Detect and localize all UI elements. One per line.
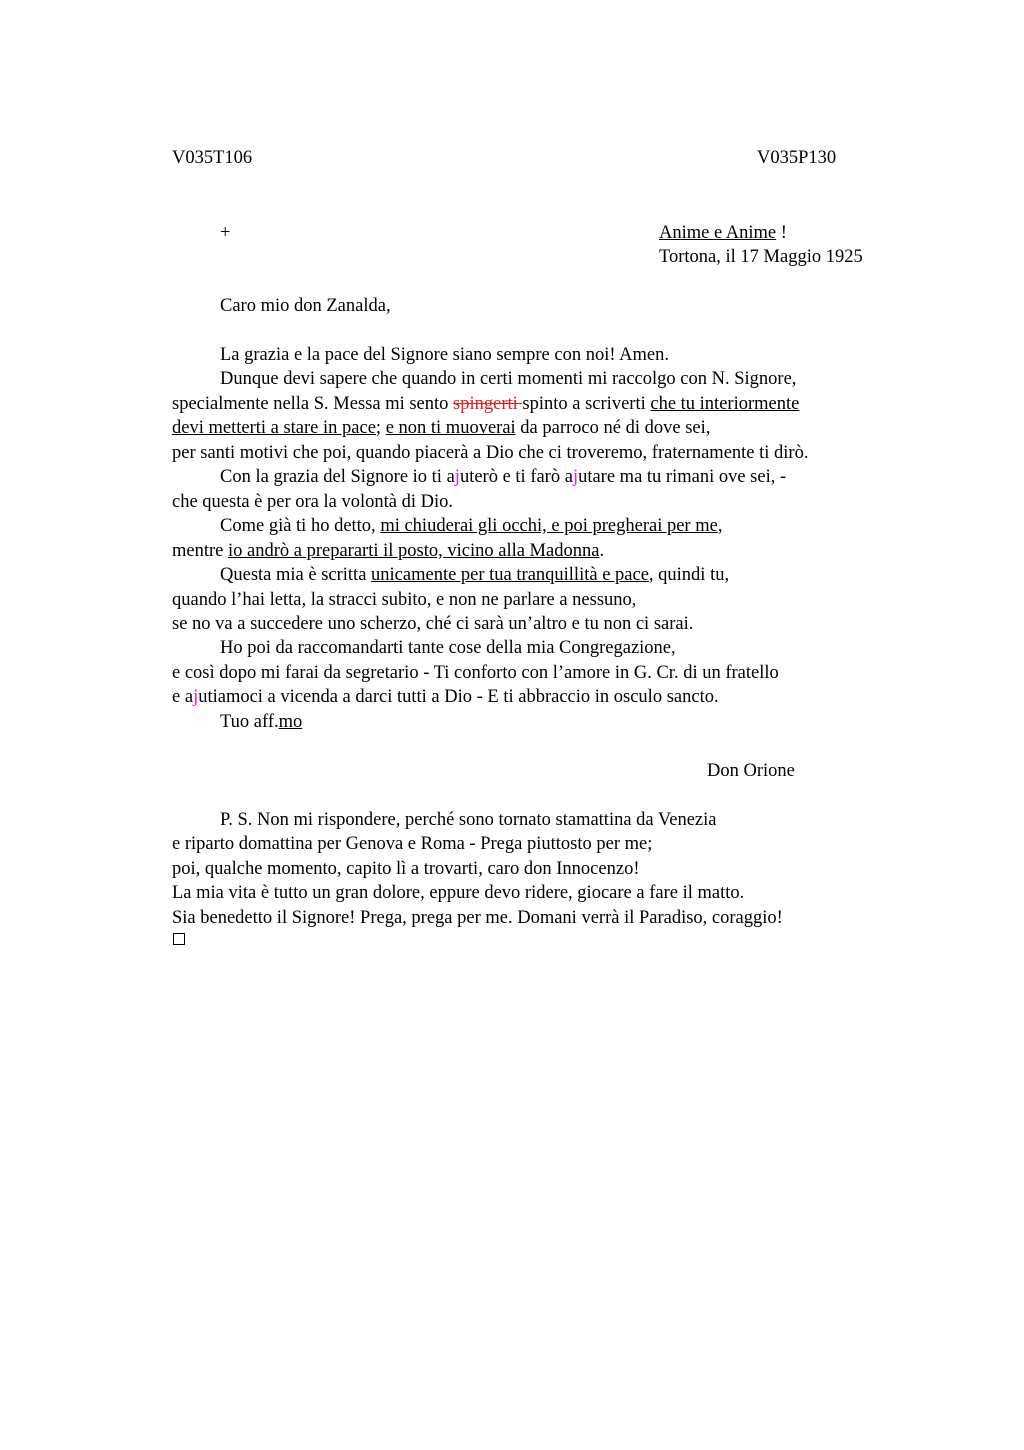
body-line-5: per santi motivi che poi, quando piacerà a Dio che ci troveremo, fraternamente ti dirò. (172, 443, 809, 463)
place-date: Tortona, il 17 Maggio 1925 (659, 247, 863, 267)
body-line-2: Dunque devi sapere che quando in certi momenti mi raccolgo con N. Signore, (220, 369, 797, 389)
highlighted-letter: j (572, 467, 579, 487)
motto (659, 221, 787, 245)
text-segment: , quindi tu, (648, 565, 730, 585)
text-segment: spinto a scriverti (522, 394, 651, 414)
text-segment: ; (375, 418, 386, 438)
salutation: Caro mio don Zanalda, (220, 296, 391, 316)
text-segment: Tuo aff. (220, 712, 279, 732)
signature: Don Orione (707, 761, 795, 781)
underlined-segment: unicamente per tua tranquillità e pace (371, 565, 649, 585)
postscript-line-1: P. S. Non mi rispondere, perché sono tornato stamattina da Venezia (220, 810, 717, 830)
text-segment: , (717, 516, 723, 536)
body-line-8 (220, 514, 722, 538)
postscript-line-4: La mia vita è tutto un gran dolore, eppure devo ridere, giocare a fare il matto. (172, 883, 745, 903)
text-segment: Come già ti ho detto, (220, 516, 381, 536)
body-line-1: La grazia e la pace del Signore siano sempre con noi! Amen. (220, 345, 669, 365)
body-line-7: che questa è per ora la volontà di Dio. (172, 492, 453, 512)
end-box-icon (173, 933, 185, 945)
motto-underlined: Anime e Anime (659, 223, 777, 243)
body-line-12: se no va a succedere uno scherzo, ché ci sarà un’altro e tu non ci sarai. (172, 614, 694, 634)
underlined-segment: e non ti muoverai (385, 418, 516, 438)
body-line-10 (220, 563, 729, 587)
postscript-line-5: Sia benedetto il Signore! Prega, prega per me. Domani verrà il Paradiso, coraggio! (172, 908, 783, 928)
body-line-9 (172, 539, 604, 563)
cross-mark: + (220, 223, 231, 243)
body-line-4 (172, 416, 710, 440)
document-code-right: V035P130 (757, 148, 837, 168)
underlined-segment: io andrò a prepararti il posto, vicino alla Madonna (228, 541, 600, 561)
text-segment: . (599, 541, 605, 561)
body-line-13: Ho poi da raccomandarti tante cose della mia Congregazione, (220, 638, 676, 658)
body-line-6 (220, 465, 786, 489)
underlined-segment: devi metterti a stare in pace (172, 418, 376, 438)
closing (220, 710, 302, 734)
text-segment: Questa mia è scritta (220, 565, 372, 585)
text-segment: da parroco né di dove sei, (515, 418, 711, 438)
underlined-segment: mi chiuderai gli occhi, e poi pregherai per me (380, 516, 718, 536)
body-line-14: e così dopo mi farai da segretario - Ti conforto con l’amore in G. Cr. di un fratello (172, 663, 779, 683)
text-segment: mentre (172, 541, 228, 561)
underlined-segment: mo (278, 712, 303, 732)
motto-tail: ! (776, 223, 787, 243)
postscript-line-2: e riparto domattina per Genova e Roma - Prega piuttosto per me; (172, 834, 653, 854)
text-segment: uterò e ti farò a (459, 467, 573, 487)
document-code-left: V035T106 (172, 148, 253, 168)
body-line-11: quando l’hai letta, la stracci subito, e non ne parlare a nessuno, (172, 590, 637, 610)
text-segment: specialmente nella S. Messa mi sento (172, 394, 454, 414)
text-segment: e a (172, 687, 194, 707)
body-line-15 (172, 685, 719, 709)
highlighted-letter: j (454, 467, 460, 487)
struck-word: spingerti (453, 394, 523, 414)
text-segment: utare ma tu rimani ove sei, - (578, 467, 787, 487)
body-line-3 (172, 392, 799, 416)
highlighted-letter: j (193, 687, 199, 707)
text-segment: utiamoci a vicenda a darci tutti a Dio - E ti abbraccio in osculo sancto. (198, 687, 719, 707)
text-segment: Con la grazia del Signore io ti a (220, 467, 455, 487)
postscript-line-3: poi, qualche momento, capito lì a trovarti, caro don Innocenzo! (172, 859, 640, 879)
underlined-segment: che tu interiormente (650, 394, 800, 414)
